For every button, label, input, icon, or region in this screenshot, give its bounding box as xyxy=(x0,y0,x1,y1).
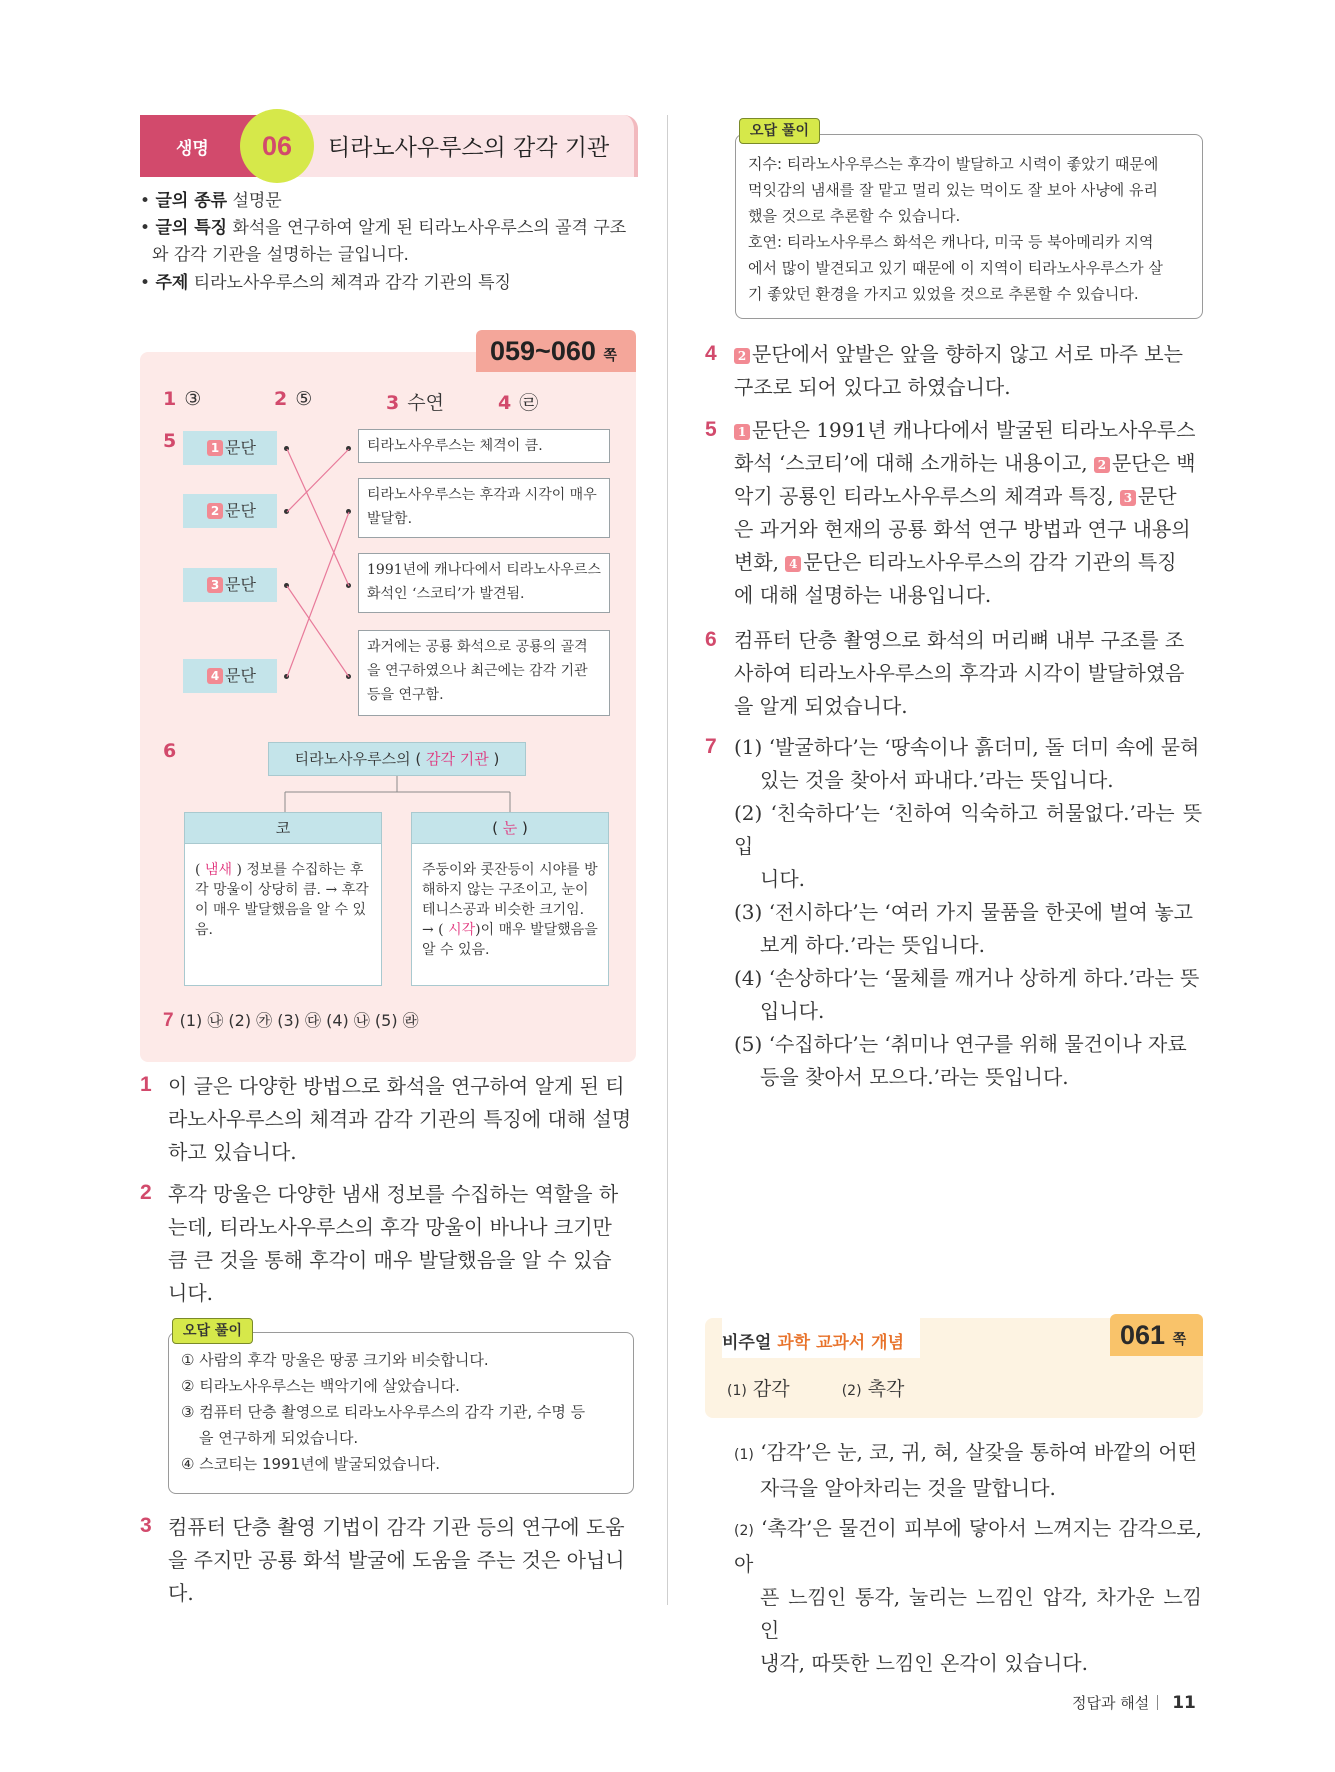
page-number: 11 xyxy=(1172,1693,1196,1713)
wrong-answer-tag-right: 오답 풀이 xyxy=(739,118,820,144)
answer-6-number: 6 xyxy=(163,740,177,762)
explanation-7: (1) ‘발굴하다’는 ‘땅속이나 흙더미, 돌 더미 속에 묻혀 있는 것을 찾아서 파내다.’라는 뜻입니다. (2) ‘친숙하다’는 ‘친하여 익숙하고 허물없다.’라는 뜻입 니다. (3) ‘전시하다’는 ‘여러 가지 물품을 한곳에 벌여 놓고 보게 하다.’라는 뜻입니다. (4) ‘손상하다’는 ‘물체를 깨거나 상하게 하다.’라는 뜻 입니다. (5) ‘수집하다’는 ‘취미나 연구를 위해 물건이나 자료 등을 찾아서 모으다.’라는 뜻입니다. xyxy=(734,735,1203,1089)
page-footer: 정답과 해설 11 xyxy=(1072,1693,1196,1713)
explanation-5-number: 5 xyxy=(705,418,717,441)
explanation-7-number: 7 xyxy=(705,735,717,758)
explanation-3-number: 3 xyxy=(140,1514,152,1537)
wrong-answer-box-left: ① 사람의 후각 망울은 땅콩 크기와 비슷합니다. ② 티라노사우루스는 백악기에 살았습니다. ③ 컴퓨터 단층 촬영으로 티라노사우루스의 감각 기관, 수명 등 을 연구하게 되었습니다. ④ 스코티는 1991년에 발굴되었습니다. xyxy=(168,1332,634,1494)
tree-root: 티라노사우루스의 ( 감각 기관 ) xyxy=(268,742,526,776)
answer-1: 1 ③ xyxy=(163,388,202,410)
description-box-1: 티라노사우루스는 체격이 큼. xyxy=(358,429,610,463)
tree-left-body: ( 냄새 ) 정보를 수집하는 후각 망울이 상당히 큼. → 후각이 매우 발달했음을 알 수 있음. xyxy=(184,844,382,986)
paragraph-box-4: 4 문단 xyxy=(183,659,277,693)
answer-4: 4 ㉣ xyxy=(498,392,539,414)
explanation-2-number: 2 xyxy=(140,1181,152,1204)
visual-explanation-2: (2) ‘촉각’은 물건이 피부에 닿아서 느껴지는 감각으로, 아 픈 느낌인 통각, 눌리는 느낌인 압각, 차가운 느낌인 냉각, 따뜻한 느낌인 온각이 있습니다. xyxy=(734,1516,1203,1675)
header-number-badge: 06 xyxy=(240,109,314,183)
visual-concept-title: 비주얼 과학 교과서 개념 xyxy=(722,1318,920,1358)
visual-page-badge: 061 쪽 xyxy=(1110,1314,1203,1356)
page-title: 티라노사우루스의 감각 기관 xyxy=(328,135,610,161)
info-feature-cont: 와 감각 기관을 설명하는 글입니다. xyxy=(152,245,409,265)
explanation-2: 후각 망울은 다양한 냄새 정보를 수집하는 역할을 하 는데, 티라노사우루스의 후각 망울이 바나나 크기만 큼 큰 것을 통해 후각이 매우 발달했음을 알 수 있습 니다. xyxy=(168,1182,619,1305)
explanation-6: 컴퓨터 단층 촬영으로 화석의 머리뼈 내부 구조를 조 사하여 티라노사우루스의 후각과 시각이 발달하였음 을 알게 되었습니다. xyxy=(734,628,1185,718)
explanation-1: 이 글은 다양한 방법으로 화석을 연구하여 알게 된 티 라노사우루스의 체격과 감각 기관의 특징에 대해 설명 하고 있습니다. xyxy=(168,1074,632,1164)
info-genre: • 글의 종류 설명문 xyxy=(140,191,282,211)
tree-right-head: ( 눈 ) xyxy=(411,812,609,844)
info-topic: • 주제 티라노사우루스의 체격과 감각 기관의 특징 xyxy=(140,273,511,293)
tree-left-head: 코 xyxy=(184,812,382,844)
page-badge: 059~060 쪽 xyxy=(476,330,636,372)
explanation-3: 컴퓨터 단층 촬영 기법이 감각 기관 등의 연구에 도움 을 주지만 공룡 화석 발굴에 도움을 주는 것은 아닙니 다. xyxy=(168,1515,625,1605)
paragraph-box-1: 1 문단 xyxy=(183,431,277,465)
explanation-6-number: 6 xyxy=(705,628,717,651)
description-box-2: 티라노사우루스는 후각과 시각이 매우 발달함. xyxy=(358,478,610,538)
description-box-4: 과거에는 공룡 화석으로 공룡의 골격을 연구하였으나 최근에는 감각 기관 등을 연구함. xyxy=(358,630,610,716)
paragraph-box-3: 3 문단 xyxy=(183,568,277,602)
explanation-4-number: 4 xyxy=(705,342,717,365)
wrong-answer-box-right: 지수: 티라노사우루스는 후각이 발달하고 시력이 좋았기 때문에 먹잇감의 냄새를 잘 맡고 멀리 있는 먹이도 잘 보아 사냥에 유리 했을 것으로 추론할 수 있습니다. 호연: 티라노사우루스 화석은 캐나다, 미국 등 북아메리카 지역 에서 많이 발견되고 있기 때문에 이 지역이 티라노사우루스가 살 기 좋았던 환경을 가지고 있었을 것으로 추론할 수 있습니다. xyxy=(735,134,1203,319)
answer-3: 3 수연 xyxy=(386,392,444,414)
answer-5-number: 5 xyxy=(163,430,177,452)
explanation-5: 1 문단은 1991년 캐나다에서 발굴된 티라노사우루스 화석 ‘스코티’에 대해 소개하는 내용이고, 2 문단은 백 악기 공룡인 티라노사우루스의 체격과 특징, 3 문단 은 과거와 현재의 공룡 화석 연구 방법과 연구 내용의 변화, 4 문단은 티라노사우루스의 감각 기관의 특징 에 대해 설명하는 내용입니다. xyxy=(734,418,1196,607)
visual-explanation-1: (1) ‘감각’은 눈, 코, 귀, 혀, 살갗을 통하여 바깥의 어떤 자극을 알아차리는 것을 말합니다. xyxy=(734,1440,1197,1500)
explanation-4: 2 문단에서 앞발은 앞을 향하지 않고 서로 마주 보는 구조로 되어 있다고 하였습니다. xyxy=(734,342,1183,399)
explanation-1-number: 1 xyxy=(140,1073,152,1096)
info-feature: • 글의 특징 화석을 연구하여 알게 된 티라노사우루스의 골격 구조 xyxy=(140,218,627,238)
header-category: 생명 xyxy=(176,139,209,159)
paragraph-box-2: 2 문단 xyxy=(183,494,277,528)
answer-7: 7 (1) ㉯ (2) ㉮ (3) ㉰ (4) ㉯ (5) ㉱ xyxy=(163,1010,419,1031)
visual-answers: (1) 감각 (2) 촉각 xyxy=(727,1378,905,1400)
tree-right-body: 주둥이와 콧잔등이 시야를 방해하지 않는 구조이고, 눈이 테니스공과 비슷한 크기임. → ( 시각)이 매우 발달했음을 알 수 있음. xyxy=(411,844,609,986)
description-box-3: 1991년에 캐나다에서 티라노사우르스 화석인 ‘스코티’가 발견됨. xyxy=(358,553,610,613)
wrong-answer-tag-left: 오답 풀이 xyxy=(172,1318,253,1344)
answer-2: 2 ⑤ xyxy=(274,388,313,410)
